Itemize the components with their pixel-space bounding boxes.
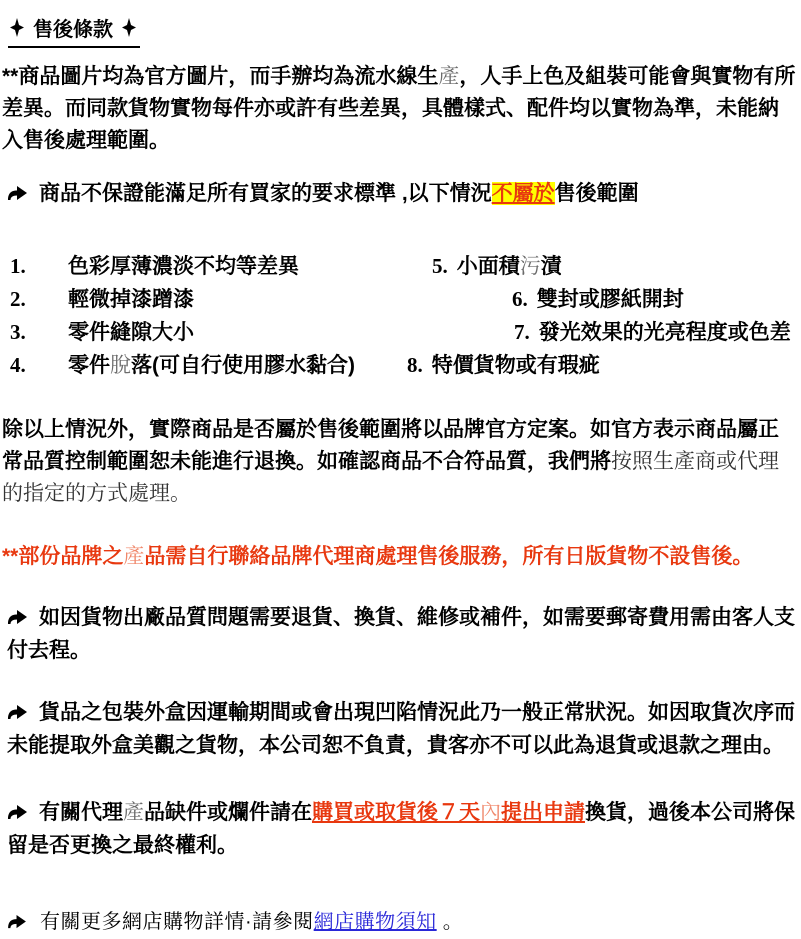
more-info-pre-text: 有關更多網店購物詳情·請參閱: [40, 911, 314, 933]
guarantee-text: 商品不保證能滿足所有買家的要求標準 ,以下情況不屬於售後範圍: [39, 182, 639, 205]
curved-right-arrow-icon: [7, 798, 28, 830]
exclusion-item-text: 特價貨物或有瑕疵: [431, 354, 600, 377]
exclusion-item-text: 零件縫隙大小: [68, 321, 194, 344]
guarantee-paragraph: [2, 178, 798, 211]
four-point-star-icon: [10, 18, 24, 37]
exclusions-list: [2, 250, 798, 382]
item-number: 8.: [407, 353, 423, 377]
item-number: 5.: [432, 254, 448, 278]
item-number: 3.: [10, 320, 26, 344]
intro-paragraph: **商品圖片均為官方圖片，而手辦均為流水線生產，人手上色及組裝可能會與實物有所差異。而同款貨物實物每件亦或許有些差異，具體樣式、配件均以實物為準，未能納入售後處理範圍。: [2, 65, 796, 152]
four-point-star-icon: [122, 18, 136, 37]
exclusion-item-text: 小面積污漬: [456, 255, 562, 278]
exclusion-item-text: 輕微掉漆蹭漆: [68, 288, 194, 311]
page-title-text: 售後條款: [33, 19, 113, 41]
shipping-paragraph: [2, 602, 798, 667]
curved-right-arrow-icon: [7, 698, 28, 730]
exclusion-item-text: 發光效果的光亮程度或色差: [538, 321, 791, 344]
replacement-text: 有關代理產品缺件或爛件請在購買或取貨後７天內提出申請換貨，過後本公司將保留是否更換之最終權利。: [7, 801, 795, 857]
item-number: 7.: [514, 320, 530, 344]
exclusion-item-text: 色彩厚薄濃淡不均等差異: [68, 255, 299, 278]
exclusion-row: [2, 349, 798, 382]
replacement-paragraph: [2, 797, 798, 862]
japan-notice-paragraph: **部份品牌之產品需自行聯絡品牌代理商處理售後服務，所有日版貨物不設售後。: [2, 545, 754, 568]
item-number: 6.: [512, 287, 528, 311]
item-number: 4.: [10, 353, 26, 377]
page-title: [8, 13, 140, 48]
exclusion-row: [2, 250, 798, 283]
curved-right-arrow-icon: [7, 907, 27, 939]
item-number: 1.: [10, 254, 26, 278]
exclusion-item-text: 零件脫落(可自行使用膠水黏合): [68, 354, 355, 377]
exclusion-row: [2, 316, 798, 349]
more-info-paragraph: [2, 906, 798, 939]
exclusion-item: [432, 250, 562, 283]
exclusion-item-text: 雙封或膠紙開封: [536, 288, 684, 311]
packaging-text: 貨品之包裝外盒因運輸期間或會出現凹陷情況此乃一般正常狀況。如因取貨次序而未能提取外盒美觀之貨物，本公司恕不負責，貴客亦不可以此為退貨或退款之理由。: [7, 701, 795, 757]
exclusion-item: [514, 316, 791, 349]
shipping-text: 如因貨物出廠品質問題需要退貨、換貨、維修或補件，如需要郵寄費用需由客人支付去程。: [7, 606, 795, 662]
exclusion-row: [2, 283, 798, 316]
scope-paragraph: 除以上情況外，實際商品是否屬於售後範圍將以品牌官方定案。如官方表示商品屬正常品質控制範圍恕未能進行退換。如確認商品不合符品質，我們將按照生產商或代理的指定的方式處理。: [2, 418, 779, 505]
more-info-post-text: 。: [436, 911, 464, 933]
item-number: 2.: [10, 287, 26, 311]
shop-guide-link[interactable]: 網店購物須知: [313, 911, 437, 933]
exclusion-item: [407, 349, 600, 382]
curved-right-arrow-icon: [7, 179, 28, 211]
curved-right-arrow-icon: [7, 603, 28, 635]
packaging-paragraph: [2, 697, 798, 762]
exclusion-item: [512, 283, 684, 316]
